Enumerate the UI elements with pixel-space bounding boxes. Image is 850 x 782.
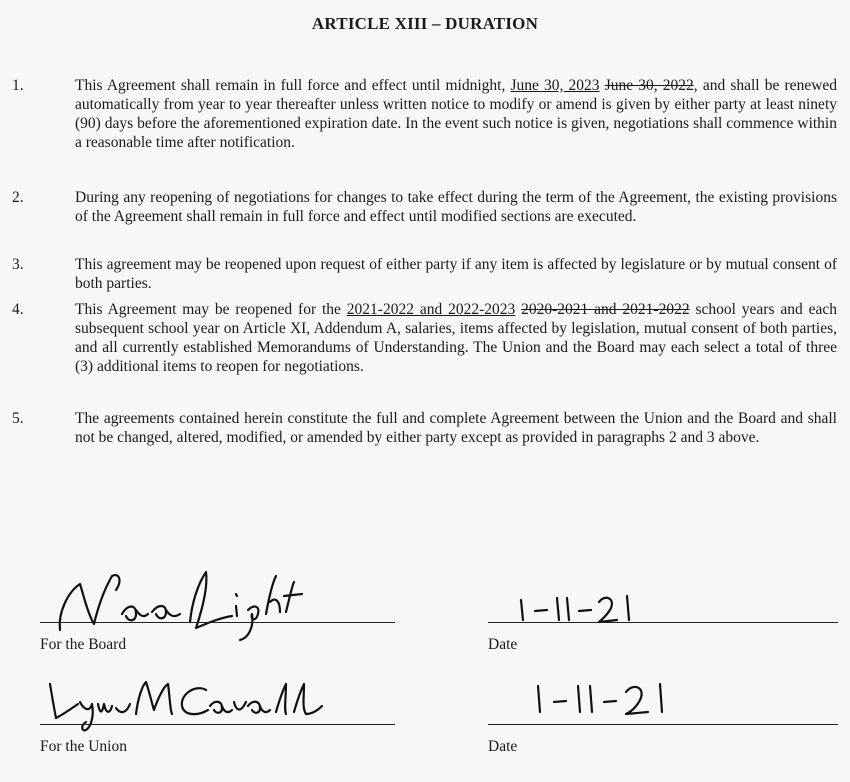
board-signature-label: For the Board xyxy=(40,636,127,653)
inserted-text: 2021-2022 and 2022-2023 xyxy=(346,301,516,318)
item-text-part: This Agreement may be reopened for the xyxy=(75,301,347,318)
item-number: 2. xyxy=(12,189,24,206)
union-date-line xyxy=(488,724,838,725)
item-text-part: school years and each subsequent school year on Article XI, Addendum A, salaries, items affected by legislation, mutual consent of both parties, and all currently established Memorandums of Understanding. The Union and the Board may each select a total of three (3) additional items to reopen for negotiations. xyxy=(75,301,838,375)
item-text: During any reopening of negotiations for changes to take effect during the term of the Agreement, the existing provisions of the Agreement shall remain in full force and effect until modified sections are executed. xyxy=(75,189,837,225)
article-title: ARTICLE XIII – DURATION xyxy=(311,14,539,33)
union-signature-line xyxy=(40,724,395,725)
board-date-label: Date xyxy=(488,636,518,653)
item-number: 5. xyxy=(12,410,24,427)
union-signature-label: For the Union xyxy=(40,738,127,755)
board-date-line xyxy=(488,622,838,623)
board-date-handwritten xyxy=(515,590,655,630)
inserted-text: June 30, 2023 xyxy=(510,77,600,94)
union-date-label: Date xyxy=(488,738,518,755)
item-number: 3. xyxy=(12,256,24,273)
item-text-part: This Agreement shall remain in full force and effect until midnight, xyxy=(75,77,511,94)
item-number: 1. xyxy=(12,77,24,94)
union-date-handwritten xyxy=(530,680,680,722)
item-text xyxy=(75,300,837,376)
item-text: The agreements contained herein constitute the full and complete Agreement between the Union and the Board and shall not be changed, altered, modified, or amended by either party except as provided in paragraphs 2 and 3 above. xyxy=(75,410,837,446)
item-text-part: , and shall be renewed automatically from year to year thereafter unless written notice to modify or amend is given by either party at least ninety (90) days before the aforementioned expiration date. In the event such notice is given, negotiations shall commence within a reasonable time after notification. xyxy=(75,77,838,151)
deleted-text: 2020-2021 and 2021-2022 xyxy=(521,301,690,318)
item-number: 4. xyxy=(12,301,24,318)
item-text xyxy=(75,76,837,152)
union-signature xyxy=(40,674,340,734)
deleted-text: June 30, 2022 xyxy=(604,77,694,94)
item-text: This agreement may be reopened upon request of either party if any item is affected by legislature or by mutual consent of both parties. xyxy=(75,256,837,292)
board-signature-line xyxy=(40,622,395,623)
board-signature xyxy=(40,562,340,642)
